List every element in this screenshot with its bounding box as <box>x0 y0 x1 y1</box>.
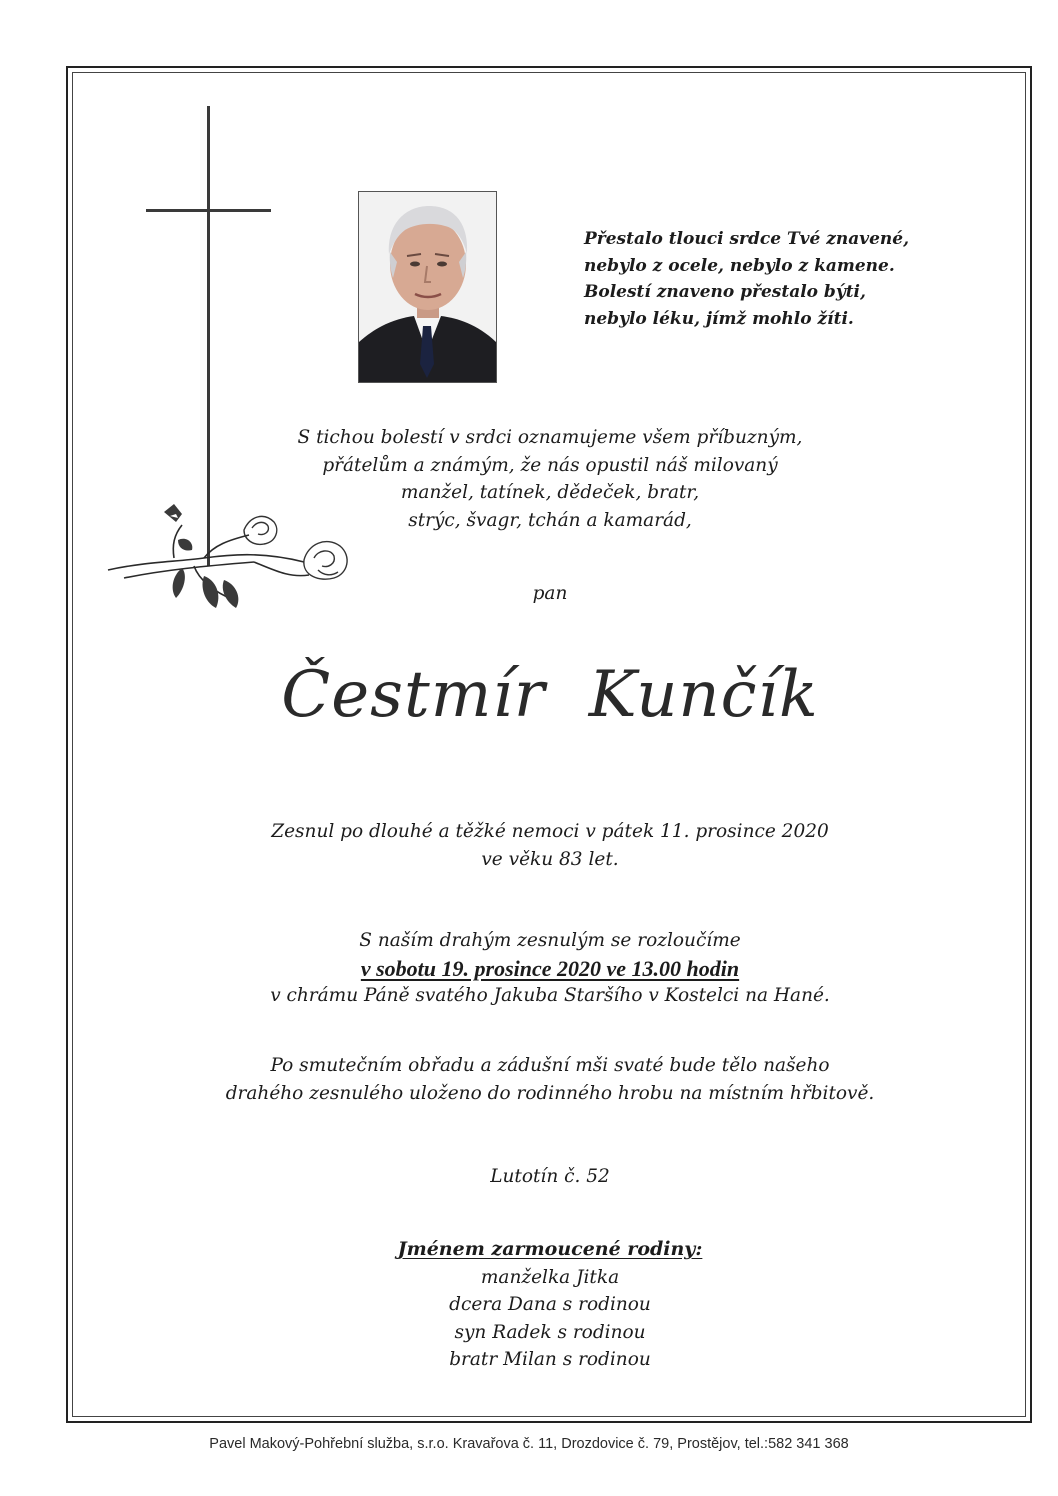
poem-line: Přestalo tlouci srdce Tvé znavené, <box>584 229 910 249</box>
family-member: dcera Dana s rodinou <box>449 1294 651 1315</box>
farewell-date: v sobotu 19. prosince 2020 ve 13.00 hodin <box>360 955 740 981</box>
farewell-place: v chrámu Páně svatého Jakuba Staršího v Kostelci na Hané. <box>270 985 830 1006</box>
announcement-line: přátelům a známým, že nás opustil náš milovaný <box>322 454 778 476</box>
announcement-line: strýc, švagr, tchán a kamarád, <box>408 509 692 531</box>
family-member: bratr Milan s rodinou <box>449 1349 651 1370</box>
announcement-line: S tichou bolestí v srdci oznamujeme všem příbuzným, <box>297 427 803 448</box>
burial-line: Po smutečním obřadu a zádušní mši svaté bude tělo našeho <box>270 1055 830 1076</box>
farewell-intro: S naším drahým zesnulým se rozloučíme <box>359 930 741 951</box>
poem-line: nebylo léku, jímž mohlo žíti. <box>584 308 854 329</box>
cross-horizontal-bar <box>146 209 271 212</box>
family-signature <box>180 1236 920 1374</box>
family-member: manželka Jitka <box>480 1266 620 1288</box>
poem-line: nebylo z ocele, nebylo z kamene. <box>584 255 895 276</box>
announcement <box>180 424 920 534</box>
funeral-service-footer: Pavel Makový-Pohřební služba, s.r.o. Kravařova č. 11, Drozdovice č. 79, Prostějov, tel.:582 341 368 <box>209 1436 849 1452</box>
honorific: pan <box>532 583 568 604</box>
burial-info <box>180 1052 920 1107</box>
family-member: syn Radek s rodinou <box>454 1321 646 1343</box>
family-address: Lutotín č. 52 <box>490 1166 610 1187</box>
family-heading: Jménem zarmoucené rodiny: <box>397 1238 703 1260</box>
death-notice <box>180 818 920 873</box>
age-line: ve věku 83 let. <box>481 848 619 870</box>
portrait-photo <box>358 191 497 383</box>
poem <box>584 226 914 332</box>
poem-line: Bolestí znaveno přestalo býti, <box>584 282 866 302</box>
farewell-info <box>180 927 920 1010</box>
portrait-image <box>359 192 496 382</box>
announcement-line: manžel, tatínek, dědeček, bratr, <box>400 482 700 503</box>
death-line: Zesnul po dlouhé a těžké nemoci v pátek 11. prosince 2020 <box>271 821 829 842</box>
deceased-name: Čestmír Kunčík <box>281 658 819 732</box>
burial-line: drahého zesnulého uloženo do rodinného hrobu na místním hřbitově. <box>225 1082 875 1104</box>
